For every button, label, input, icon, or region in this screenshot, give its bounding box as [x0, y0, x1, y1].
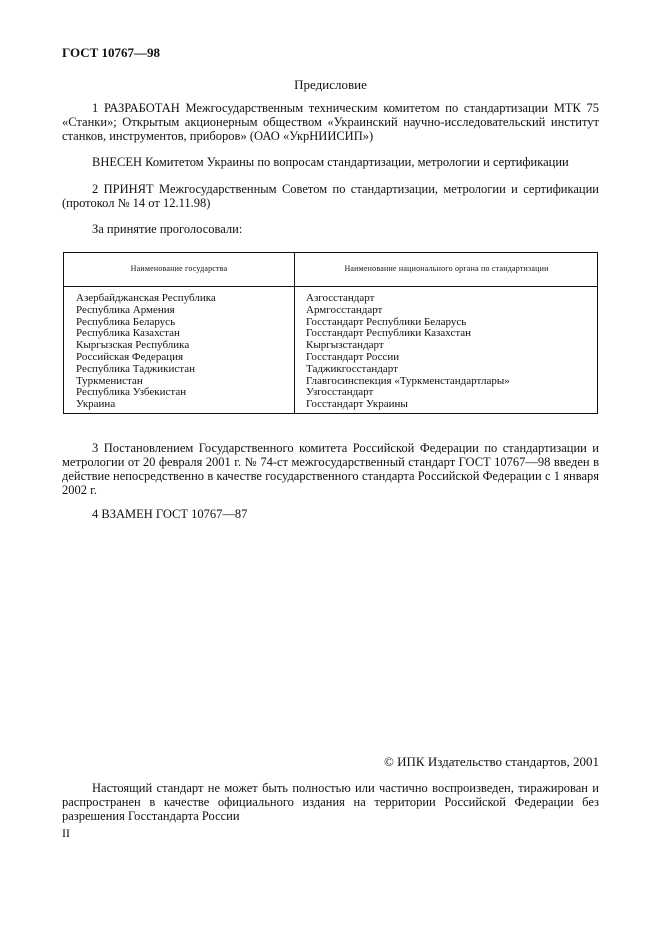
table-cell-body: Главгосинспекция «Туркменстандартлары» — [306, 374, 510, 387]
table-header-state: Наименование государства — [130, 264, 228, 273]
paragraph-voted: За принятие проголосовали: — [92, 222, 243, 236]
table-cell-state: Республика Узбекистан — [76, 386, 187, 399]
table-cell-state: Азербайджанская Республика — [76, 292, 216, 304]
table-cell-state: Республика Казахстан — [76, 327, 180, 340]
paragraph-reproduction-notice: Настоящий стандарт не может быть полностью или частично воспроизведен, тиражирован и распространен в качестве официального издания на территории Российской Федерации без разрешения Госстандарта России — [62, 781, 599, 823]
voting-table — [63, 252, 598, 414]
table-cell-body: Госстандарт России — [306, 350, 400, 363]
table-cell-state: Республика Беларусь — [76, 315, 176, 328]
table-cell-body: Госстандарт Республики Казахстан — [306, 327, 472, 340]
copyright-notice: © ИПК Издательство стандартов, 2001 — [384, 754, 599, 769]
states-column — [76, 293, 216, 411]
bodies-column — [306, 293, 510, 411]
paragraph-decree: 3 Постановлением Государственного комитета Российской Федерации по стандартизации и метрологии от 20 февраля 2001 г. № 74-ст межгосударственный стандарт ГОСТ 10767—98 введен в действие непосредственно в качестве государственного стандарта Российской Федерации с 1 января 2002 г. — [62, 441, 599, 497]
table-header-row — [64, 253, 597, 287]
table-header-body: Наименование национального органа по стандартизации — [344, 264, 549, 273]
page-title: Предисловие — [294, 77, 367, 92]
table-cell-state: Туркменистан — [76, 374, 143, 387]
standard-code: ГОСТ 10767—98 — [62, 45, 161, 60]
table-cell-body: Госстандарт Украины — [306, 398, 408, 411]
paragraph-adopted: 2 ПРИНЯТ Межгосударственным Советом по стандартизации, метрологии и сертификации (протокол № 14 от 12.11.98) — [62, 182, 599, 210]
table-cell-state: Кыргызская Республика — [76, 339, 190, 352]
table-cell-state: Республика Таджикистан — [76, 362, 195, 375]
table-cell-body: Таджикгосстандарт — [306, 362, 398, 375]
table-cell-body: Азгосстандарт — [306, 292, 375, 304]
paragraph-replaces: 4 ВЗАМЕН ГОСТ 10767—87 — [92, 507, 248, 521]
table-cell-state: Российская Федерация — [76, 350, 184, 363]
table-cell-state: Республика Армения — [76, 303, 175, 316]
paragraph-submitted: ВНЕСЕН Комитетом Украины по вопросам стандартизации, метрологии и сертификации — [92, 155, 569, 169]
table-cell-body: Армгосстандарт — [306, 303, 383, 316]
table-cell-body: Кыргызстандарт — [306, 339, 384, 352]
table-column-divider — [294, 253, 295, 413]
table-cell-body: Узгосстандарт — [306, 386, 374, 399]
page-number: II — [62, 826, 70, 840]
table-cell-body: Госстандарт Республики Беларусь — [306, 315, 467, 328]
paragraph-developed: 1 РАЗРАБОТАН Межгосударственным техническим комитетом по стандартизации МТК 75 «Станки»; Открытым акционерным обществом «Украинский научно-исследовательский институт станков, инструментов, приборов» (ОАО «УкрНИИСИП») — [62, 101, 599, 143]
table-cell-state: Украина — [76, 398, 116, 411]
